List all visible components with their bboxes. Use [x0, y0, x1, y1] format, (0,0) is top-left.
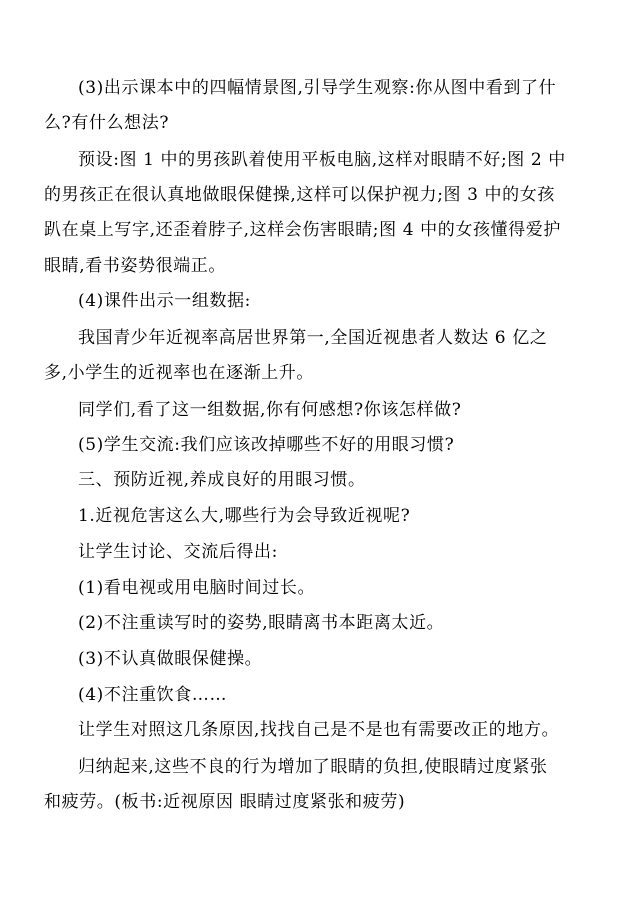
paragraph-line: 趴在桌上写字,还歪着脖子,这样会伤害眼睛;图 4 中的女孩懂得爱护	[44, 220, 561, 240]
paragraph-line: 多,小学生的近视率也在逐渐上升。	[44, 363, 315, 383]
paragraph-line: 的男孩正在很认真地做眼保健操,这样可以保护视力;图 3 中的女孩	[44, 185, 555, 205]
paragraph-line: (3)出示课本中的四幅情景图,引导学生观察:你从图中看到了什	[78, 78, 557, 98]
paragraph-line: (5)学生交流:我们应该改掉哪些不好的用眼习惯?	[78, 435, 455, 455]
list-item: (3)不认真做眼保健操。	[78, 649, 263, 669]
list-item: (2)不注重读写时的姿势,眼睛离书本距离太近。	[78, 613, 445, 633]
paragraph-line: 和疲劳。(板书:近视原因 眼睛过度紧张和疲劳)	[44, 792, 406, 812]
list-item: (1)看电视或用电脑时间过长。	[78, 578, 316, 598]
section-heading: 三、预防近视,养成良好的用眼习惯。	[78, 470, 366, 490]
paragraph-line: 归纳起来,这些不良的行为增加了眼睛的负担,使眼睛过度紧张	[78, 757, 548, 777]
paragraph-line: 预设:图 1 中的男孩趴着使用平板电脑,这样对眼睛不好;图 2 中	[78, 150, 566, 170]
paragraph-line: 么?有什么想法?	[44, 113, 170, 133]
paragraph-line: 同学们,看了这一组数据,你有何感想?你该怎样做?	[78, 400, 462, 420]
paragraph-line: 让学生讨论、交流后得出:	[78, 542, 278, 562]
paragraph-line: 眼睛,看书姿势很端正。	[44, 256, 227, 276]
paragraph-line: 1.近视危害这么大,哪些行为会导致近视呢?	[78, 506, 411, 526]
list-item: (4)不注重饮食……	[78, 685, 228, 705]
paragraph-line: (4)课件出示一组数据:	[78, 291, 252, 311]
paragraph-line: 我国青少年近视率高居世界第一,全国近视患者人数达 6 亿之	[78, 328, 548, 348]
paragraph-line: 让学生对照这几条原因,找找自己是不是也有需要改正的地方。	[78, 720, 560, 740]
